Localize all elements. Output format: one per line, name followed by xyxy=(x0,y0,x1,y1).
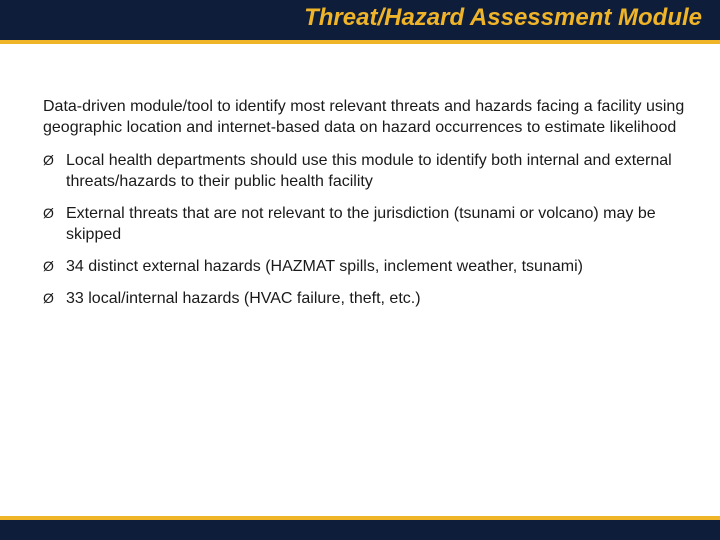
footer-bar xyxy=(0,520,720,540)
bullet-text: 34 distinct external hazards (HAZMAT spills, inclement weather, tsunami) xyxy=(66,258,583,275)
bullet-item xyxy=(43,256,693,277)
bullet-item xyxy=(43,288,693,309)
bullet-item xyxy=(43,203,693,245)
title-bar xyxy=(0,0,720,40)
arrow-bullet-icon: Ø xyxy=(43,258,54,274)
arrow-bullet-icon: Ø xyxy=(43,152,54,168)
bullet-text: 33 local/internal hazards (HVAC failure, theft, etc.) xyxy=(66,290,421,307)
slide-title: Threat/Hazard Assessment Module xyxy=(304,4,702,31)
bullet-item xyxy=(43,150,693,192)
title-divider xyxy=(0,40,720,44)
arrow-bullet-icon: Ø xyxy=(43,205,54,221)
bullet-text: External threats that are not relevant to the jurisdiction (tsunami or volcano) may be skipped xyxy=(66,205,656,243)
arrow-bullet-icon: Ø xyxy=(43,290,54,306)
bullet-text: Local health departments should use this module to identify both internal and external threats/hazards to their public health facility xyxy=(66,152,672,190)
intro-paragraph: Data-driven module/tool to identify most relevant threats and hazards facing a facility using geographic location and internet-based data on hazard occurrences to estimate likelihood xyxy=(43,98,685,136)
slide-content xyxy=(43,96,693,320)
